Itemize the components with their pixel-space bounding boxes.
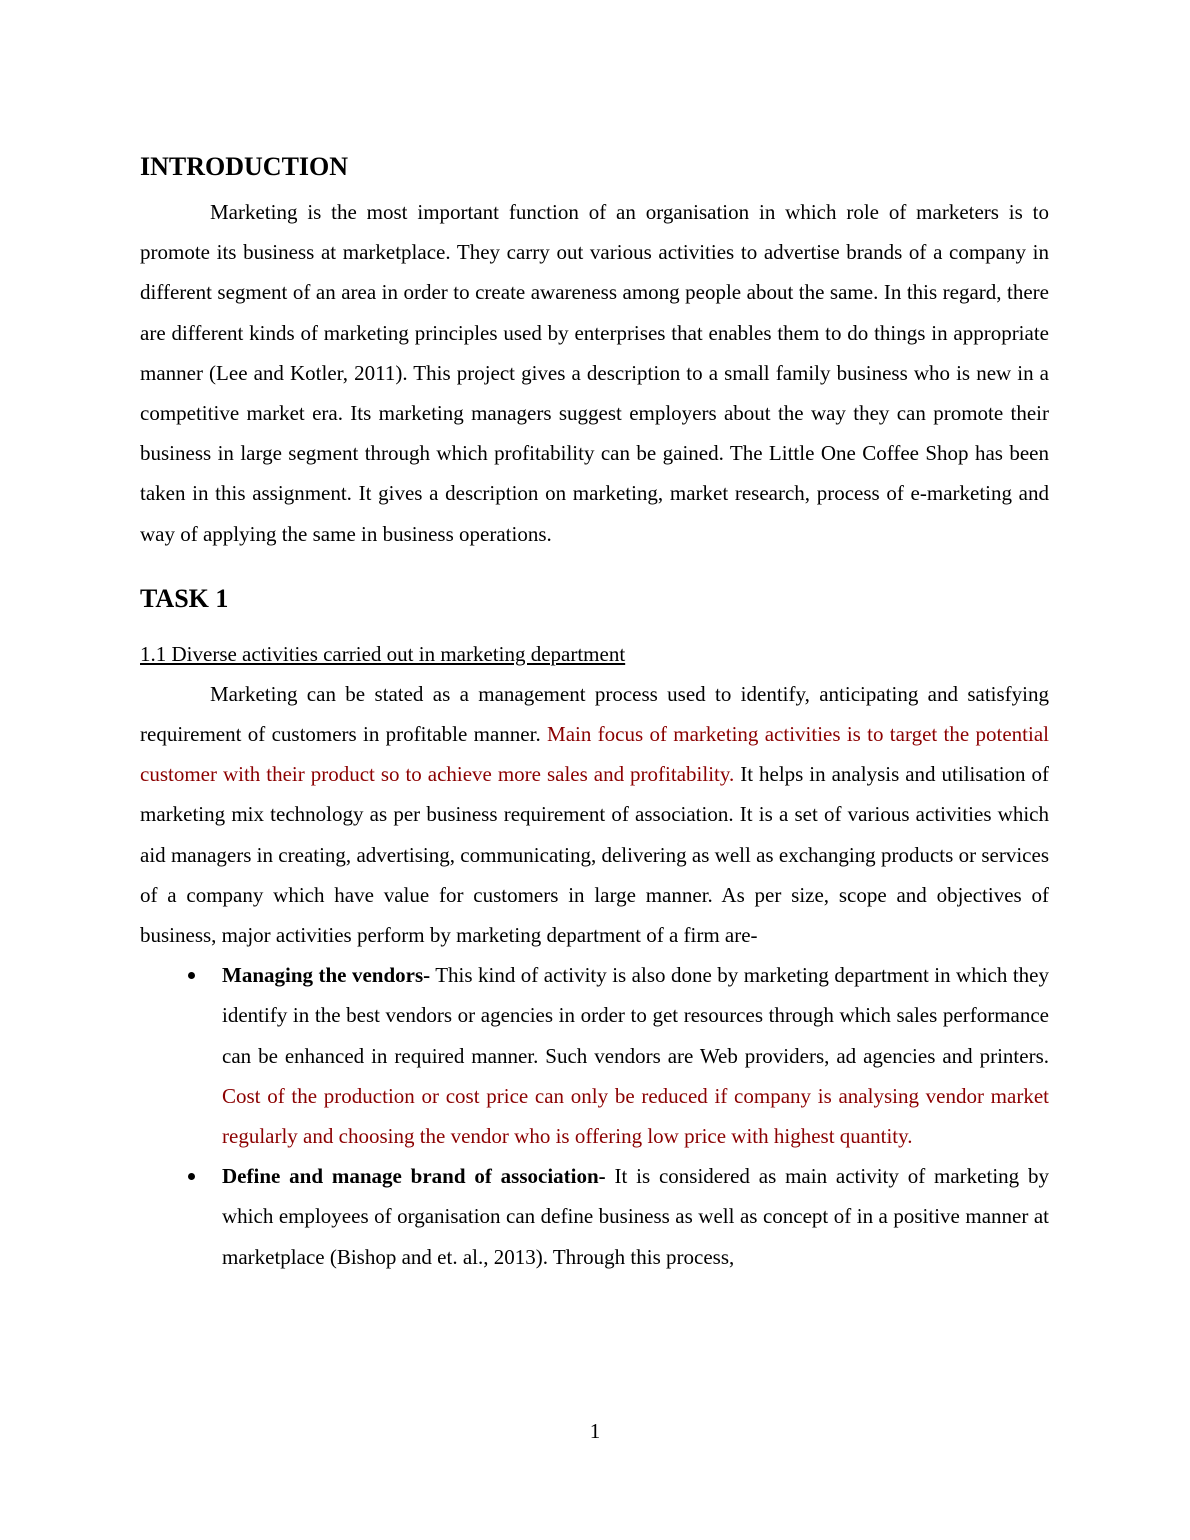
task1-paragraph-highlight: Main focus of marketing activities is to target the potential customer with their product so to achieve more sales and profitability. bbox=[140, 722, 1049, 787]
section-1-1-subheading: 1.1 Diverse activities carried out in marketing department bbox=[140, 641, 626, 666]
page-content bbox=[140, 150, 1049, 1277]
list-item-define-brand bbox=[222, 1156, 1049, 1277]
task1-paragraph-text-2: It helps in analysis and utilisation of marketing mix technology as per business requirement of association. It is a set of various activities which aid managers in creating, advertising, communicating, delivering as well as exchanging products or services of a company which have value for customers in large manner. As per size, scope and objectives of business, major activities perform by marketing department of a firm are- bbox=[140, 762, 1049, 948]
activities-list bbox=[140, 955, 1049, 1277]
list-item-title: Define and manage brand of association- bbox=[222, 1164, 606, 1189]
list-item-managing-vendors bbox=[222, 955, 1049, 1156]
list-item-text: This kind of activity is also done by marketing department in which they identify in the best vendors or agencies in order to get resources through which sales performance can be enhanced in required manner. Such vendors are Web providers, ad agencies and printers. bbox=[222, 963, 1049, 1068]
bullet-icon bbox=[188, 1173, 195, 1180]
list-item-text: It is considered as main activity of marketing by which employees of organisation can define business as well as concept of in a positive manner at marketplace (Bishop and et. al., 2013). Through this process, bbox=[222, 1164, 1049, 1269]
introduction-heading: INTRODUCTION bbox=[140, 152, 349, 181]
list-item-highlight: Cost of the production or cost price can only be reduced if company is analysing vendor market regularly and choosing the vendor who is offering low price with highest quantity. bbox=[222, 1083, 1049, 1149]
task1-heading: TASK 1 bbox=[140, 583, 229, 613]
page-number: 1 bbox=[589, 1419, 601, 1443]
bullet-icon bbox=[188, 972, 195, 979]
task1-paragraph bbox=[140, 674, 1049, 955]
introduction-paragraph: Marketing is the most important function of an organisation in which role of marketers is to promote its business at marketplace. They carry out various activities to advertise brands of a company in different segment of an area in order to create awareness among people about the same. In this regard, there are different kinds of marketing principles used by enterprises that enables them to do things in appropriate manner (Lee and Kotler, 2011). This project gives a description to a small family business who is new in a competitive market era. Its marketing managers suggest employers about the way they can promote their business in large segment through which profitability can be gained. The Little One Coffee Shop has been taken in this assignment. It gives a description on marketing, market research, process of e-marketing and way of applying the same in business operations. bbox=[140, 200, 1049, 546]
task1-paragraph-text-1: Marketing can be stated as a management process used to identify, anticipating and satisfying requirement of customers in profitable manner. bbox=[140, 681, 1049, 747]
list-item-title: Managing the vendors- bbox=[222, 963, 431, 988]
